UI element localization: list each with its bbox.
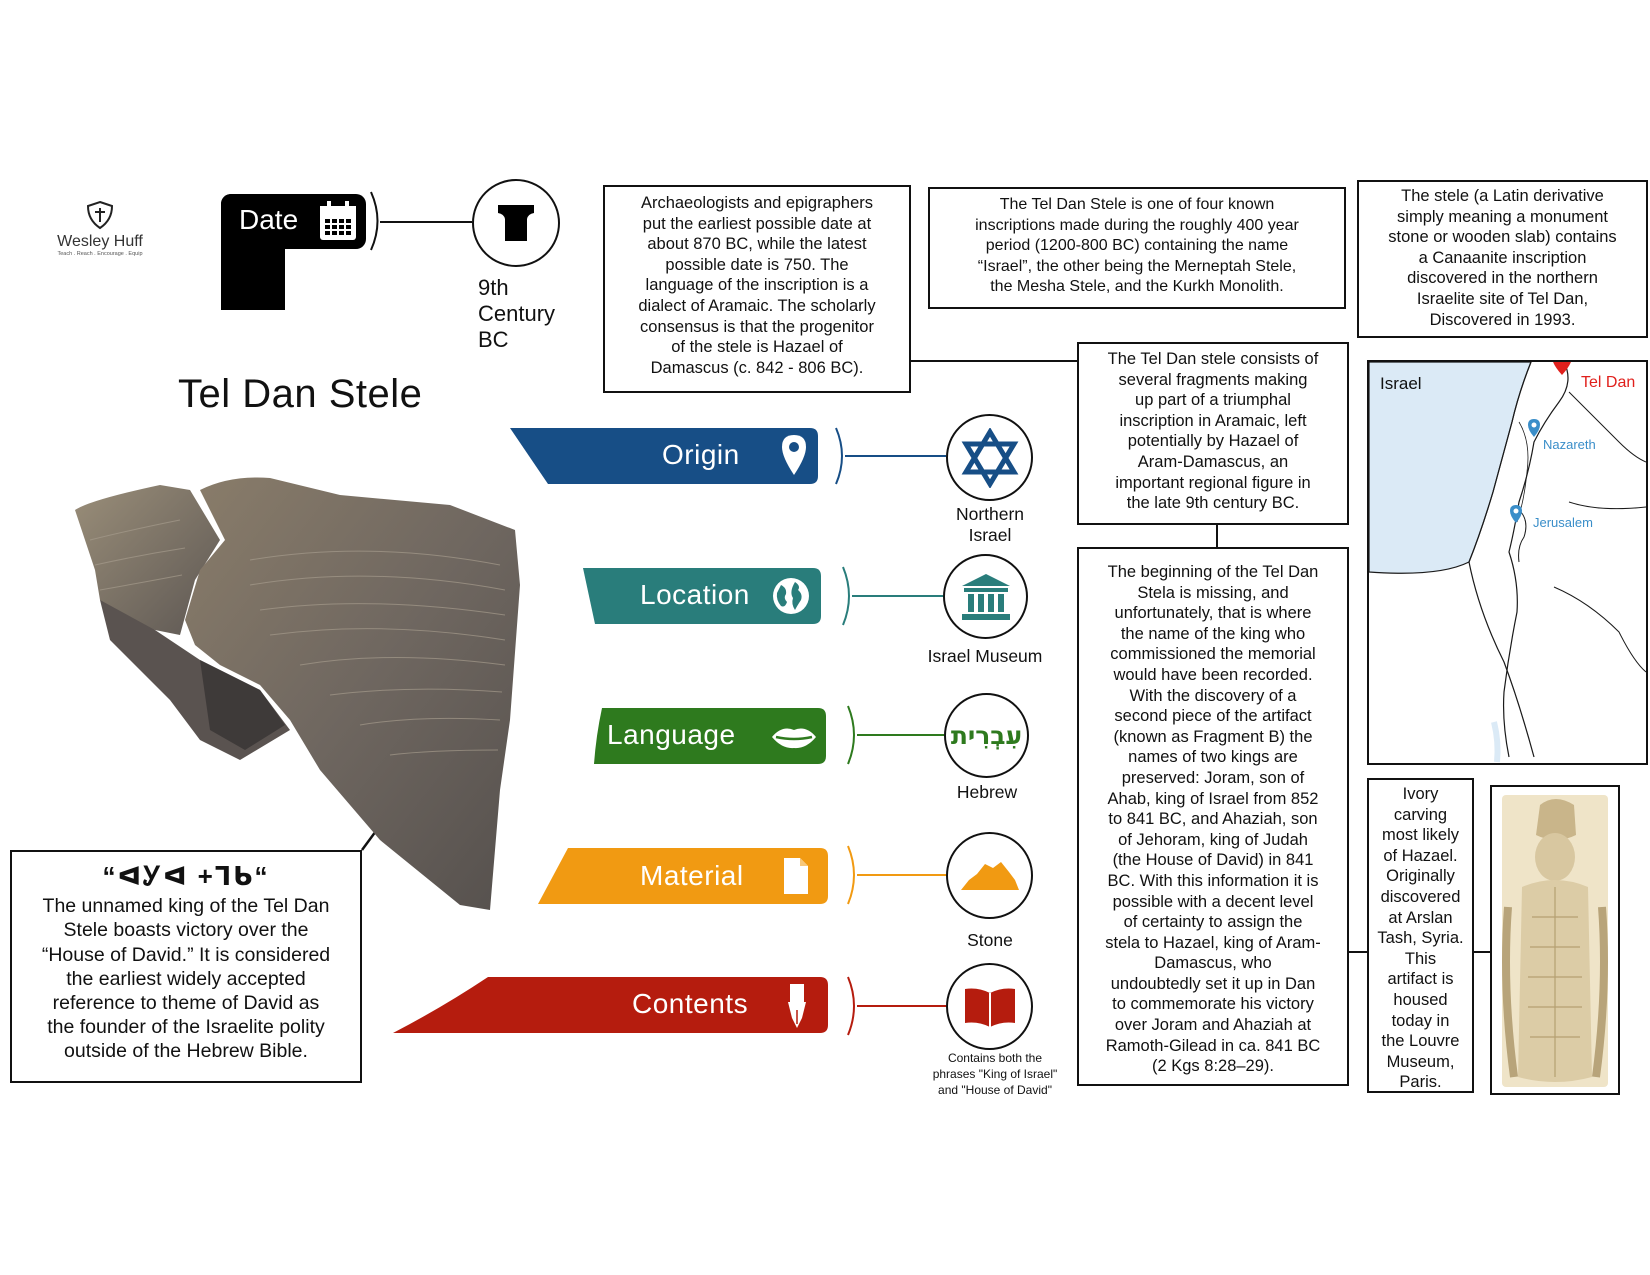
location-label: Location [640, 579, 750, 610]
material-label: Material [640, 860, 744, 891]
origin-connector [836, 428, 946, 484]
language-connector [848, 706, 944, 764]
date-label: Date [239, 204, 299, 235]
contents-band [393, 977, 828, 1033]
contents-connector [848, 977, 946, 1035]
language-value: Hebrew [956, 782, 1018, 802]
material-connector [848, 846, 946, 904]
location-connector [843, 567, 943, 625]
origin-label: Origin [662, 439, 740, 470]
map-region-label: Israel [1380, 374, 1422, 393]
brand-logo [44, 200, 156, 257]
israel-map-illustration [1369, 362, 1646, 763]
ivory-box: Ivory carving most likely of Hazael. Originally discovered at Arslan Tash, Syria. This artifact is housed today in the Louvre Museum, Paris. [1367, 778, 1474, 1093]
open-book-icon [962, 985, 1018, 1029]
date-info-box: Archaeologists and epigraphers put the earliest possible date at about 870 BC, while the latest possible date is 750. The language of the inscription is a dialect of Aramaic. The scholarly consensus is that the progenitor of the stele is Hazael of Damascus (c. 842 - 806 BC). [603, 185, 911, 393]
date-badge [221, 194, 366, 310]
contents-circle [946, 963, 1033, 1050]
shield-cross-icon [85, 200, 115, 230]
nazareth-label: Nazareth [1543, 437, 1596, 452]
nazareth-pin-icon [1527, 418, 1541, 438]
brand-name: Wesley Huff [57, 233, 143, 250]
brand-tagline: Teach . Reach . Encourage . Equip [57, 251, 143, 257]
column-capital-icon [494, 201, 538, 245]
ivory-carving-image [1490, 785, 1620, 1095]
location-value: Israel Museum [927, 646, 1043, 666]
map-pin-icon [780, 433, 808, 477]
ivory-figure-illustration [1492, 787, 1618, 1093]
beginning-box: The beginning of the Tel Dan Stela is missing, and unfortunately, that is where the name of the king who commissioned the memorial would have been recorded. With the discovery of a second piece of the artifact (known as Fragment B) the names of two kings are preserved: Joram, son of Ahab, king of Israel from 852 to 841 BC, and Ahaziah, son of Jehoram, king of Judah (the House of David) in 841 BC. With this information it is possible with a decent level of certainty to assign the stela to Hazael, king of Aram- Damascus, who undoubtedly set it up in Dan to commemorate his victory over Joram and Ahaziah at Ramoth-Gilead in ca. 841 BC (2 Kgs 8:28–29). [1077, 547, 1349, 1086]
document-icon [782, 856, 810, 896]
material-circle [946, 832, 1033, 919]
house-of-david-heading: “ᐊᎩᐊ +ᒣᑲ“ [102, 861, 270, 891]
museum-icon [960, 572, 1012, 622]
language-label: Language [607, 719, 736, 750]
origin-value: Northern Israel [955, 504, 1025, 545]
stele-definition-box: The stele (a Latin derivative simply meaning a monument stone or wooden slab) contains a Canaanite inscription discovered in the northern Israelite site of Tel Dan, Discovered in 1993. [1357, 180, 1648, 338]
globe-icon [771, 576, 811, 616]
tel-dan-label: Tel Dan [1581, 374, 1636, 391]
date-circle [472, 179, 560, 267]
date-bracket [371, 192, 378, 250]
lips-icon [770, 724, 818, 750]
star-of-david-icon [960, 428, 1020, 488]
stone-icon [959, 856, 1021, 896]
map [1367, 360, 1648, 765]
language-circle [944, 693, 1029, 778]
hebrew-script-icon: עִבְרִית [950, 721, 1023, 750]
fragments-box: The Tel Dan stele consists of several fragments making up part of a triumphal inscription in Aramaic, left potentially by Hazael of Aram-Damascus, an important regional figure in the late 9th century BC. [1077, 342, 1349, 525]
calendar-icon [318, 200, 358, 242]
location-circle [943, 554, 1028, 639]
contents-value: Contains both the phrases "King of Israel" and "House of David" [932, 1051, 1058, 1097]
four-inscriptions-box: The Tel Dan Stele is one of four known inscriptions made during the roughly 400 year period (1200-800 BC) containing the name “Israel”, the other being the Merneptah Stele, the Mesha Stele, and the Kurkh Monolith. [928, 187, 1346, 309]
origin-circle [946, 414, 1033, 501]
fountain-pen-icon [786, 982, 808, 1030]
house-of-david-box: “ᐊᎩᐊ +ᒣᑲ“ The unnamed king of the Tel Dan Stele boasts victory over the “House of David.” It is considered the earliest widely accepted reference to theme of David as the founder of the Israelite polity outside of the Hebrew Bible. [10, 850, 362, 1083]
jerusalem-pin-icon [1509, 504, 1523, 524]
date-value: 9th Century BC [478, 275, 556, 352]
page-title: Tel Dan Stele [178, 372, 423, 416]
tel-dan-pin-icon [1551, 360, 1573, 376]
contents-label: Contents [632, 988, 749, 1019]
jerusalem-label: Jerusalem [1533, 515, 1593, 530]
material-value: Stone [967, 930, 1013, 950]
